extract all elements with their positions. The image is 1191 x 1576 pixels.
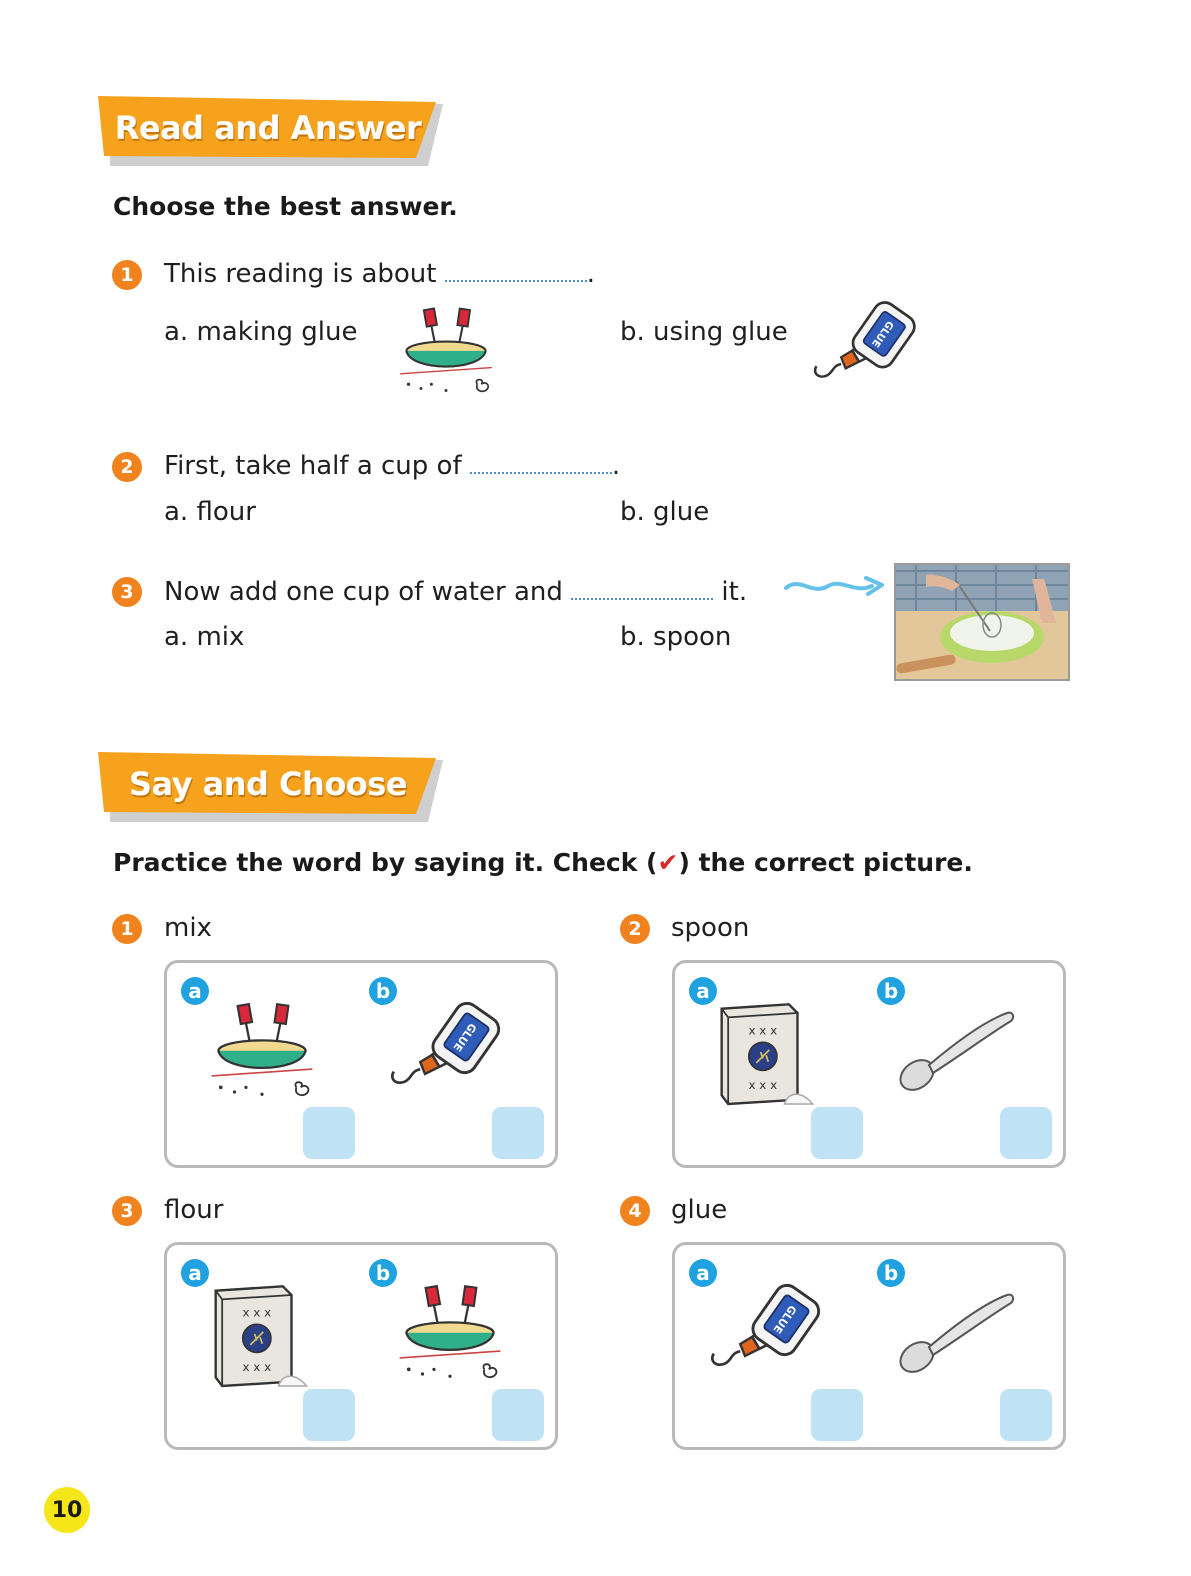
item-word: spoon bbox=[671, 913, 750, 943]
answer-blank[interactable] bbox=[470, 452, 612, 474]
glue-bottle-icon bbox=[812, 296, 924, 396]
checkbox-a[interactable] bbox=[811, 1107, 863, 1159]
item-number: 4 bbox=[620, 1196, 650, 1226]
option-b[interactable]: b. spoon bbox=[620, 622, 732, 652]
glue-bottle-icon bbox=[709, 1283, 829, 1381]
instruction-text bbox=[113, 848, 973, 877]
item-number: 1 bbox=[112, 914, 142, 944]
checkbox-a[interactable] bbox=[303, 1389, 355, 1441]
choice-letter-b: b bbox=[877, 977, 905, 1005]
answer-blank[interactable] bbox=[445, 260, 587, 282]
page-number: 10 bbox=[44, 1487, 90, 1533]
choice-letter-a: a bbox=[689, 1259, 717, 1287]
choice-letter-a: a bbox=[181, 1259, 209, 1287]
question-number: 3 bbox=[112, 577, 142, 607]
section-title: Read and Answer bbox=[114, 109, 422, 147]
question-end: it. bbox=[721, 577, 748, 607]
option-a[interactable]: a. mix bbox=[164, 622, 245, 652]
item-word: flour bbox=[164, 1195, 224, 1225]
instruction-text: Choose the best answer. bbox=[113, 192, 458, 221]
choice-letter-b: b bbox=[877, 1259, 905, 1287]
option-a[interactable]: a. flour bbox=[164, 497, 256, 527]
answer-blank[interactable] bbox=[571, 578, 713, 600]
choice-letter-b: b bbox=[369, 977, 397, 1005]
option-b[interactable]: b. glue bbox=[620, 497, 710, 527]
item-word: mix bbox=[164, 913, 212, 943]
question-prompt: First, take half a cup of bbox=[164, 451, 462, 481]
instruction-part: ) the correct picture. bbox=[678, 848, 973, 877]
question-end: . bbox=[611, 451, 621, 481]
checkbox-b[interactable] bbox=[1000, 1389, 1052, 1441]
option-b[interactable]: b. using glue bbox=[620, 317, 788, 347]
section-banner-read-and-answer bbox=[98, 96, 443, 166]
mixing-bowl-icon bbox=[396, 305, 496, 401]
item-number: 2 bbox=[620, 914, 650, 944]
choice-card bbox=[164, 1242, 558, 1450]
choice-card bbox=[672, 1242, 1066, 1450]
question-prompt: Now add one cup of water and bbox=[164, 577, 563, 607]
item-number: 3 bbox=[112, 1196, 142, 1226]
check-mark-icon: ✔ bbox=[657, 848, 679, 877]
spoon-icon bbox=[895, 1285, 1019, 1381]
question-prompt: This reading is about bbox=[164, 259, 437, 289]
instruction-part: Practice the word by saying it. Check ( bbox=[113, 848, 658, 877]
choice-letter-a: a bbox=[181, 977, 209, 1005]
checkbox-a[interactable] bbox=[303, 1107, 355, 1159]
section-banner-say-and-choose bbox=[98, 752, 443, 822]
mixing-photo bbox=[894, 563, 1070, 681]
checkbox-b[interactable] bbox=[492, 1107, 544, 1159]
mixing-bowl-icon bbox=[395, 1277, 505, 1393]
checkbox-a[interactable] bbox=[811, 1389, 863, 1441]
checkbox-b[interactable] bbox=[1000, 1107, 1052, 1159]
question-end: . bbox=[586, 259, 595, 289]
question-text bbox=[164, 450, 620, 482]
wavy-arrow-icon bbox=[782, 574, 888, 598]
flour-bag-icon bbox=[713, 991, 817, 1113]
question-number: 1 bbox=[112, 260, 142, 290]
question-text bbox=[164, 576, 747, 608]
question-text bbox=[164, 258, 595, 290]
choice-card bbox=[164, 960, 558, 1168]
item-word: glue bbox=[671, 1195, 728, 1225]
checkbox-b[interactable] bbox=[492, 1389, 544, 1441]
option-a[interactable]: a. making glue bbox=[164, 317, 358, 347]
choice-letter-a: a bbox=[689, 977, 717, 1005]
mixing-bowl-icon bbox=[207, 995, 317, 1111]
section-title: Say and Choose bbox=[128, 765, 408, 803]
glue-bottle-icon bbox=[389, 1001, 509, 1099]
choice-letter-b: b bbox=[369, 1259, 397, 1287]
spoon-icon bbox=[895, 1003, 1019, 1099]
flour-bag-icon bbox=[207, 1273, 311, 1395]
choice-card bbox=[672, 960, 1066, 1168]
question-number: 2 bbox=[112, 452, 142, 482]
